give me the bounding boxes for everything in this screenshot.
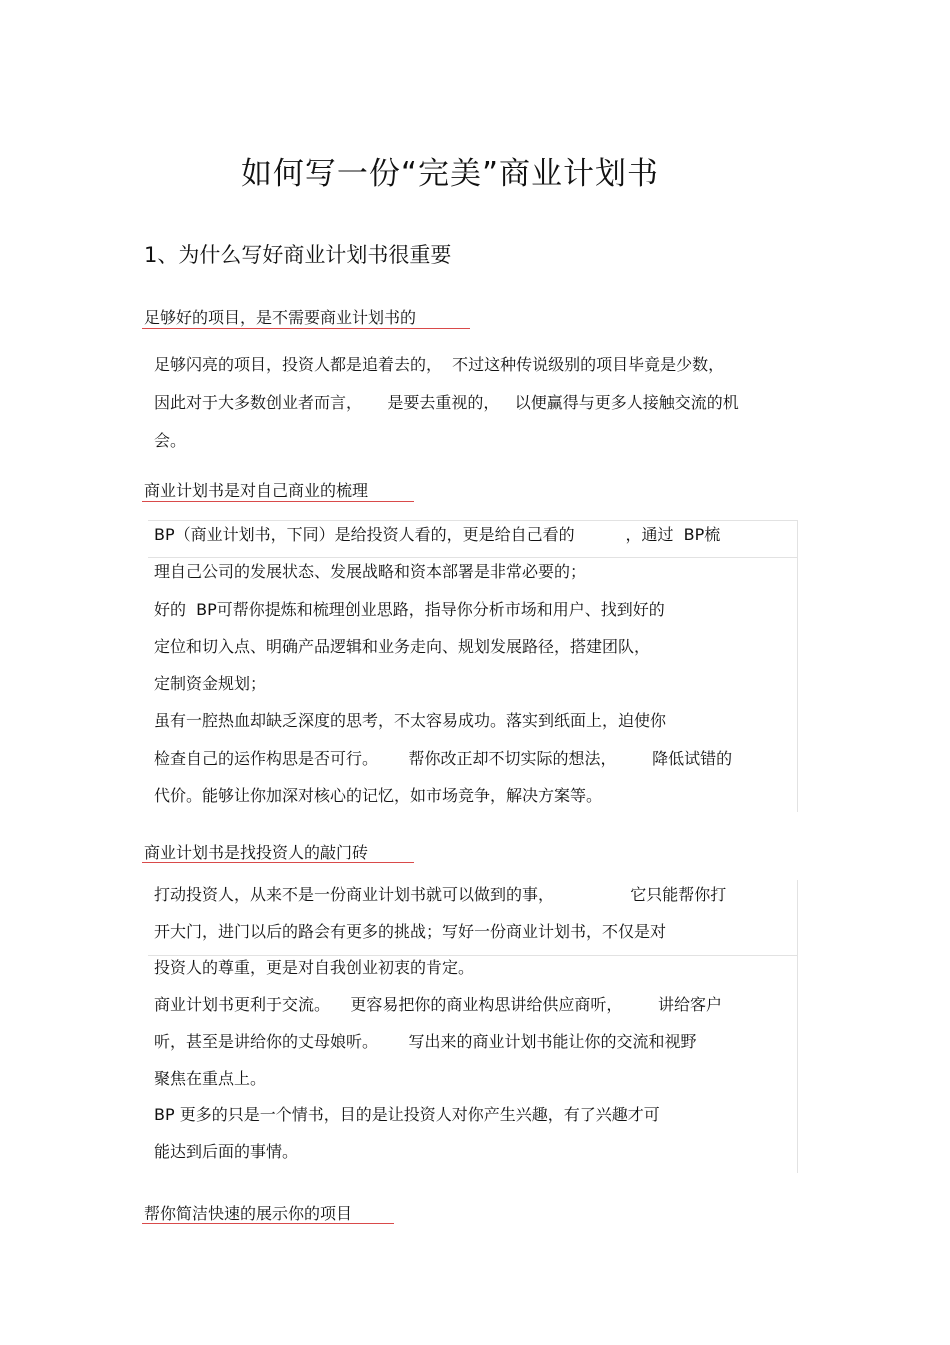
paragraph-line: 虽有一腔热血却缺乏深度的思考，不太容易成功。落实到纸面上，迫使你 [154, 711, 667, 731]
paragraph-line: 能达到后面的事情。 [154, 1141, 299, 1161]
paragraph-line: 检查自己的运作构思是否可行。 帮你改正却不切实际的想法， 降低试错的 [154, 748, 733, 768]
subsection-paragraph-1 [154, 346, 739, 460]
subsection-heading-1: 足够好的项目，是不需要商业计划书的 [144, 308, 417, 327]
paragraph-line: BP 更多的只是一个情书，目的是让投资人对你产生兴趣，有了兴趣才可 [154, 1105, 660, 1125]
paragraph-line: 投资人的尊重，更是对自我创业初衷的肯定。 [154, 958, 475, 978]
subsection-heading-3: 商业计划书是找投资人的敲门砖 [144, 843, 369, 862]
paragraph-line: 会。 [154, 431, 187, 450]
paragraph-line: 足够闪亮的项目，投资人都是追着去的， 不过这种传说级别的项目毕竟是少数， [154, 355, 725, 374]
paragraph-line: 因此对于大多数创业者而言， 是要去重视的， 以便赢得与更多人接触交流的机 [154, 393, 739, 412]
document-title: 如何写一份“完美”商业计划书 [240, 156, 660, 192]
subsection-heading-2: 商业计划书是对自己商业的梳理 [144, 481, 369, 500]
section-heading: 1、为什么写好商业计划书很重要 [144, 243, 452, 267]
subsection-underline-1 [142, 328, 470, 329]
paragraph-line: 好的 BP可帮你提炼和梳理创业思路，指导你分析市场和用户、找到好的 [154, 599, 665, 619]
subsection-heading-4: 帮你简洁快速的展示你的项目 [144, 1204, 353, 1223]
subsection-underline-4 [142, 1223, 394, 1224]
paragraph-line: 理自己公司的发展状态、发展战略和资本部署是非常必要的； [154, 562, 587, 582]
paragraph-line: 开大门，进门以后的路会有更多的挑战；写好一份商业计划书，不仅是对 [154, 921, 667, 941]
paragraph-line: 代价。能够让你加深对核心的记忆，如市场竞争，解决方案等。 [154, 786, 603, 806]
paragraph-line: 聚焦在重点上。 [154, 1068, 267, 1088]
subsection-underline-3 [142, 862, 414, 863]
text-box-border [797, 880, 798, 1173]
paragraph-line: 定位和切入点、明确产品逻辑和业务走向、规划发展路径，搭建团队， [154, 636, 651, 656]
subsection-paragraph-2 [154, 516, 732, 814]
paragraph-line: 听，甚至是讲给你的丈母娘听。 写出来的商业计划书能让你的交流和视野 [154, 1031, 697, 1051]
paragraph-line: 定制资金规划； [154, 674, 267, 694]
text-box-border [797, 520, 798, 812]
paragraph-line: 商业计划书更利于交流。 更容易把你的商业构思讲给供应商听， 讲给客户 [154, 995, 722, 1015]
subsection-underline-2 [142, 501, 414, 502]
subsection-paragraph-3 [154, 877, 726, 1171]
paragraph-line: 打动投资人，从来不是一份商业计划书就可以做到的事， 它只能帮你打 [154, 885, 727, 904]
paragraph-line: BP（商业计划书，下同）是给投资人看的，更是给自己看的 ，通过 BP梳 [154, 525, 721, 544]
